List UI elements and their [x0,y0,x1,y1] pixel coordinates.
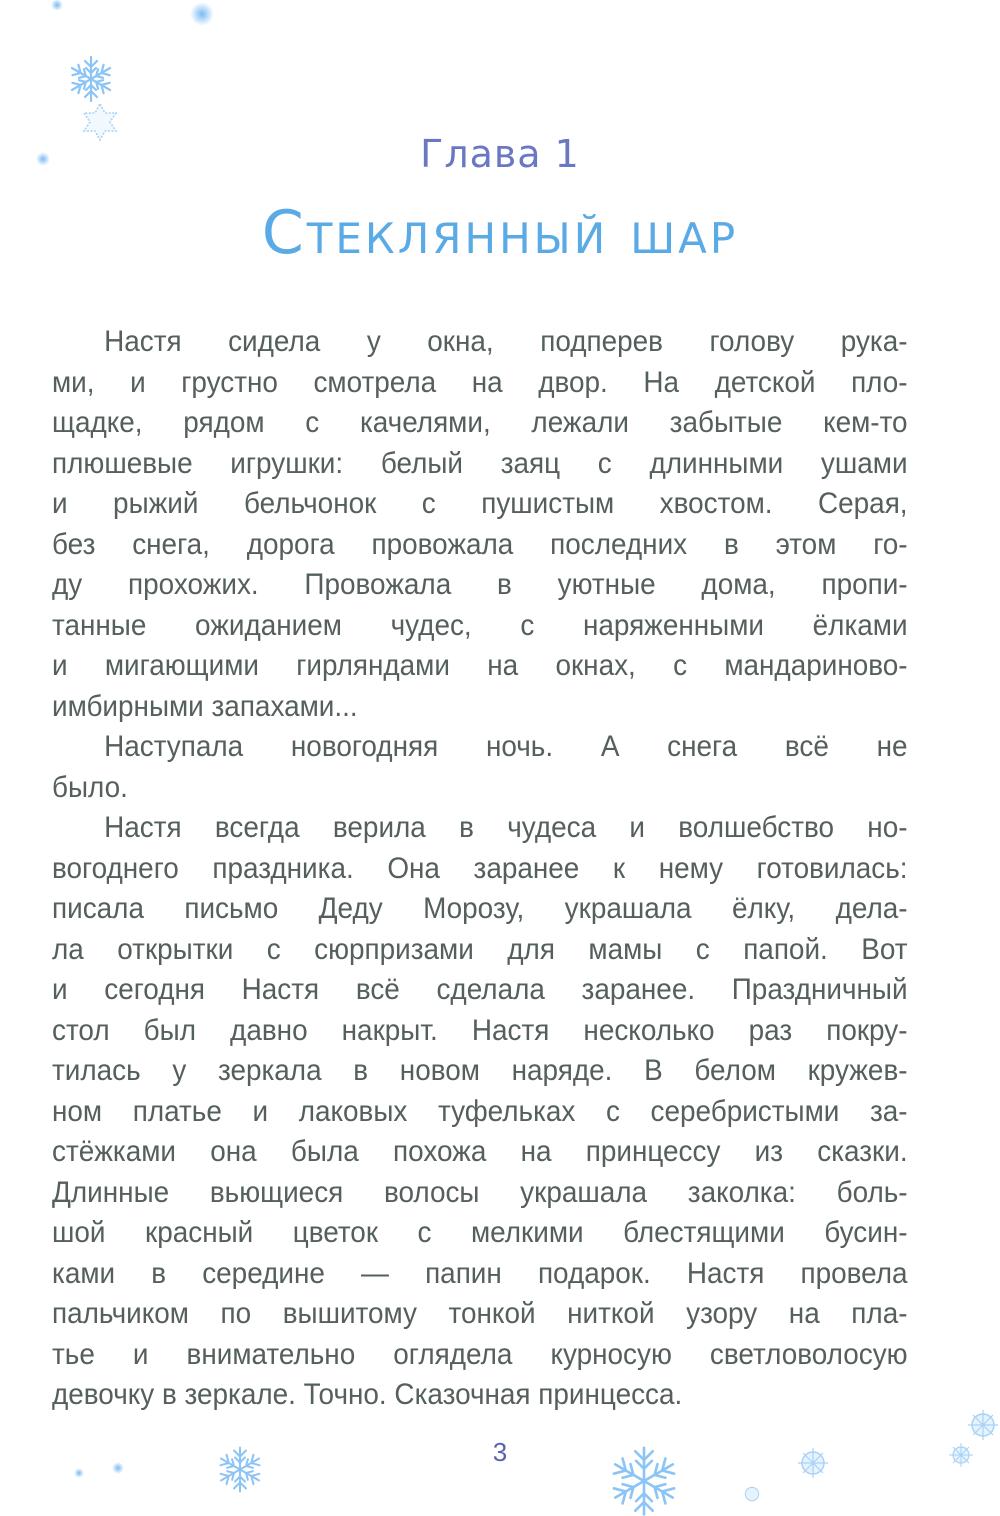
text-line [52,1092,908,1133]
word: уютные [557,568,656,601]
word: давно [230,1013,308,1047]
text-line [52,1294,908,1335]
snowflake-icon [796,1446,830,1480]
word: накрыт. [341,1013,438,1047]
word: туфельках [437,1094,576,1128]
snowflake-icon [740,1484,764,1504]
word: открытки [117,932,234,966]
word: сделала [436,973,545,1006]
word: детской [714,365,816,399]
word: пропи- [821,568,908,601]
word: покру- [826,1013,908,1047]
paragraph [52,808,908,1416]
word: этом [775,527,837,561]
word: курносую [550,1337,672,1371]
word: Настя [104,811,182,844]
word: у [366,325,381,358]
word: наряде. [511,1054,613,1087]
word: но- [867,811,908,844]
word: и [132,1337,149,1371]
body-text [52,322,908,1416]
text-line [52,1132,908,1173]
word: письмо [184,892,279,925]
word: в [151,1256,167,1290]
word: из [754,1135,784,1168]
word: зеркала [217,1054,322,1087]
snowflake-icon [948,1442,974,1468]
word: хвостом. [659,487,773,520]
word: без [52,527,96,561]
word: красный [145,1216,254,1249]
word: на [471,365,503,399]
text-line [52,484,908,525]
word: ном [52,1094,103,1128]
word: ночь. [485,730,554,763]
paragraph [52,322,908,727]
word: лежали [531,406,629,439]
word: дома, [701,568,776,601]
word: ду [52,568,83,601]
word: пла- [851,1297,908,1330]
word: с [417,1216,432,1249]
word: Провожала [304,568,452,601]
text-line [52,970,908,1011]
word: за- [869,1094,908,1128]
word: Настя [104,325,182,358]
text-line [52,525,908,566]
snowflake-icon [66,54,116,104]
word: для [507,932,555,966]
word: вышитому [282,1297,417,1330]
page-number: 3 [492,1437,508,1467]
word: подарок. [537,1256,651,1290]
word: плюшевые [52,446,193,480]
word: с [673,649,688,682]
word: двор. [538,365,608,399]
snow-dot [50,0,64,10]
word: Серая, [818,487,908,520]
word: ушами [820,446,908,480]
paragraph [52,727,908,808]
word: светловолосую [709,1337,908,1371]
word: окнах, [555,649,636,682]
text-line [52,1335,908,1376]
text-line [52,606,908,647]
word: качелями, [359,406,491,439]
word: рыжий [113,487,199,520]
word: папин [425,1256,502,1290]
word: с [695,932,710,966]
word: мамы [588,932,663,966]
word: ми, [52,365,95,399]
word: серебристыми [650,1094,840,1128]
word: новом [399,1054,480,1087]
word: игрушки: [230,446,344,480]
word: сегодня [104,973,205,1006]
word: готовилась: [756,851,908,885]
word: шой [52,1216,106,1249]
word: Настя [471,1013,550,1047]
word: Праздничный [731,973,908,1006]
word: Длинные [52,1175,170,1209]
word: внимательно [186,1337,356,1371]
word: в [723,527,739,561]
word: на [788,1297,820,1330]
word: раз [748,1013,793,1047]
word: пушистым [481,487,615,520]
text-line [52,1051,908,1092]
text-line [52,889,908,930]
word: волосы [383,1175,480,1209]
word: го- [873,527,908,561]
word: окна, [427,325,494,358]
word: в [497,568,512,601]
word: с [305,406,320,439]
word: провожала [371,527,514,561]
word: ёлку, [731,892,796,925]
text-line [52,1173,908,1214]
word: она [210,1135,257,1168]
word: оглядела [393,1337,513,1371]
text-line [52,808,908,849]
word: чудеса [507,811,597,844]
word: новогодняя [290,730,439,763]
word: в [353,1054,369,1087]
word: верила [332,811,426,844]
word: на [487,649,519,682]
word: голову [709,325,795,358]
text-line [52,403,908,444]
word: кружев- [807,1054,908,1087]
word: тилась [52,1054,141,1087]
text-line [52,1254,908,1295]
word: стёжками [52,1135,177,1168]
word: похожа [393,1135,487,1168]
word: белый [380,446,464,480]
word: вогоднего [52,851,179,885]
word: и [52,487,68,520]
word: мелкими [470,1216,584,1249]
word: В [644,1054,663,1087]
word: пальчиком [52,1297,189,1330]
word: и [52,649,68,682]
text-line [52,565,908,606]
chapter-label: Глава 1 [420,132,580,176]
word: платье [132,1094,222,1128]
text-line [52,727,908,768]
word: кем-то [823,406,908,439]
text-line: имбирными запахами... [52,689,358,723]
word: рука- [840,325,908,358]
text-line [52,363,908,404]
text-line [52,849,908,890]
word: Вот [861,932,908,966]
word: вьющиеся [209,1175,344,1209]
text-line [52,646,908,687]
word: несколько [583,1013,715,1047]
word: всё [355,973,400,1006]
word: ёлками [812,608,908,642]
word: прохожих. [128,568,259,601]
word: заранее. [581,973,696,1006]
word: заколка: [687,1175,796,1209]
word: с [520,608,535,642]
snowflake-icon [216,1440,264,1499]
word: папой. [743,932,828,966]
word: — [361,1256,389,1290]
word: Настя [241,973,320,1006]
word: ожиданием [195,608,342,642]
word: всегда [214,811,300,844]
word: украшала [520,1175,648,1209]
word: мигающими [104,649,259,682]
word: к [612,851,626,885]
word: снега, [132,527,210,561]
text-line: было. [52,770,128,804]
word: боль- [836,1175,908,1209]
word: стол [52,1013,110,1047]
word: тье [52,1337,95,1371]
word: На [643,365,680,399]
word: гирляндами [296,649,450,682]
word: бусин- [824,1216,908,1249]
word: ками [52,1256,116,1290]
word: сказки. [817,1135,908,1168]
word: подперев [540,325,663,358]
word: у [172,1054,187,1087]
word: с [421,487,436,520]
word: снега [667,730,738,763]
word: чудес, [390,608,472,642]
word: узору [686,1297,758,1330]
text-line [52,1011,908,1052]
word: лаковых [298,1094,408,1128]
text-line [52,322,908,363]
word: и [130,365,146,399]
word: Морозу, [423,892,525,925]
word: дела- [835,892,908,925]
word: смотрела [313,365,437,399]
word: была [290,1135,359,1168]
text-line: девочку в зеркале. Точно. Сказочная принцесса. [52,1378,683,1411]
word: тонкой [448,1297,536,1330]
snow-dot [74,1468,84,1478]
snowflake-icon [596,1446,692,1516]
text-line [52,1213,908,1254]
word: Она [387,851,440,885]
word: принцессу [585,1135,721,1168]
word: ла [52,932,84,966]
word: не [876,730,908,763]
word: дорога [246,527,335,561]
word: волшебство [678,811,834,844]
word: с [605,1094,620,1128]
word: и [629,811,645,844]
word: на [520,1135,552,1168]
word: праздника. [212,851,354,885]
word: сидела [228,325,321,358]
word: Деду [318,892,383,925]
word: блестящими [623,1216,785,1249]
snow-dot [112,1462,124,1474]
chapter-title: Стеклянный шар [261,198,739,268]
word: по [220,1297,252,1330]
word: наряженными [582,608,765,642]
word: белом [694,1054,776,1087]
word: щадке, [52,406,143,439]
snow-dot [190,2,214,26]
word: с [597,446,612,480]
word: цветок [292,1216,379,1249]
word: середине [202,1256,325,1290]
word: мандариново- [724,649,908,682]
word: нему [658,851,724,885]
word: писала [52,892,144,925]
word: с [266,932,281,966]
word: последних [550,527,688,561]
word: и [252,1094,269,1128]
word: бельчонок [243,487,377,520]
word: был [143,1013,196,1047]
word: заяц [500,446,561,480]
text-line [52,930,908,971]
word: Наступала [104,730,244,763]
word: украшала [564,892,692,925]
word: А [600,730,620,763]
snowflake-icon [966,1408,1000,1442]
word: рядом [183,406,265,439]
word: всё [784,730,829,763]
word: забытые [669,406,783,439]
word: пло- [851,365,908,399]
text-line [52,444,908,485]
word: сюрпризами [314,932,474,966]
word: Настя [686,1256,765,1290]
word: и [52,973,68,1006]
word: ниткой [567,1297,655,1330]
word: грустно [181,365,278,399]
word: заранее [473,851,580,885]
word: танные [52,608,147,642]
word: провела [800,1256,908,1290]
word: длинными [649,446,784,480]
word: в [459,811,474,844]
